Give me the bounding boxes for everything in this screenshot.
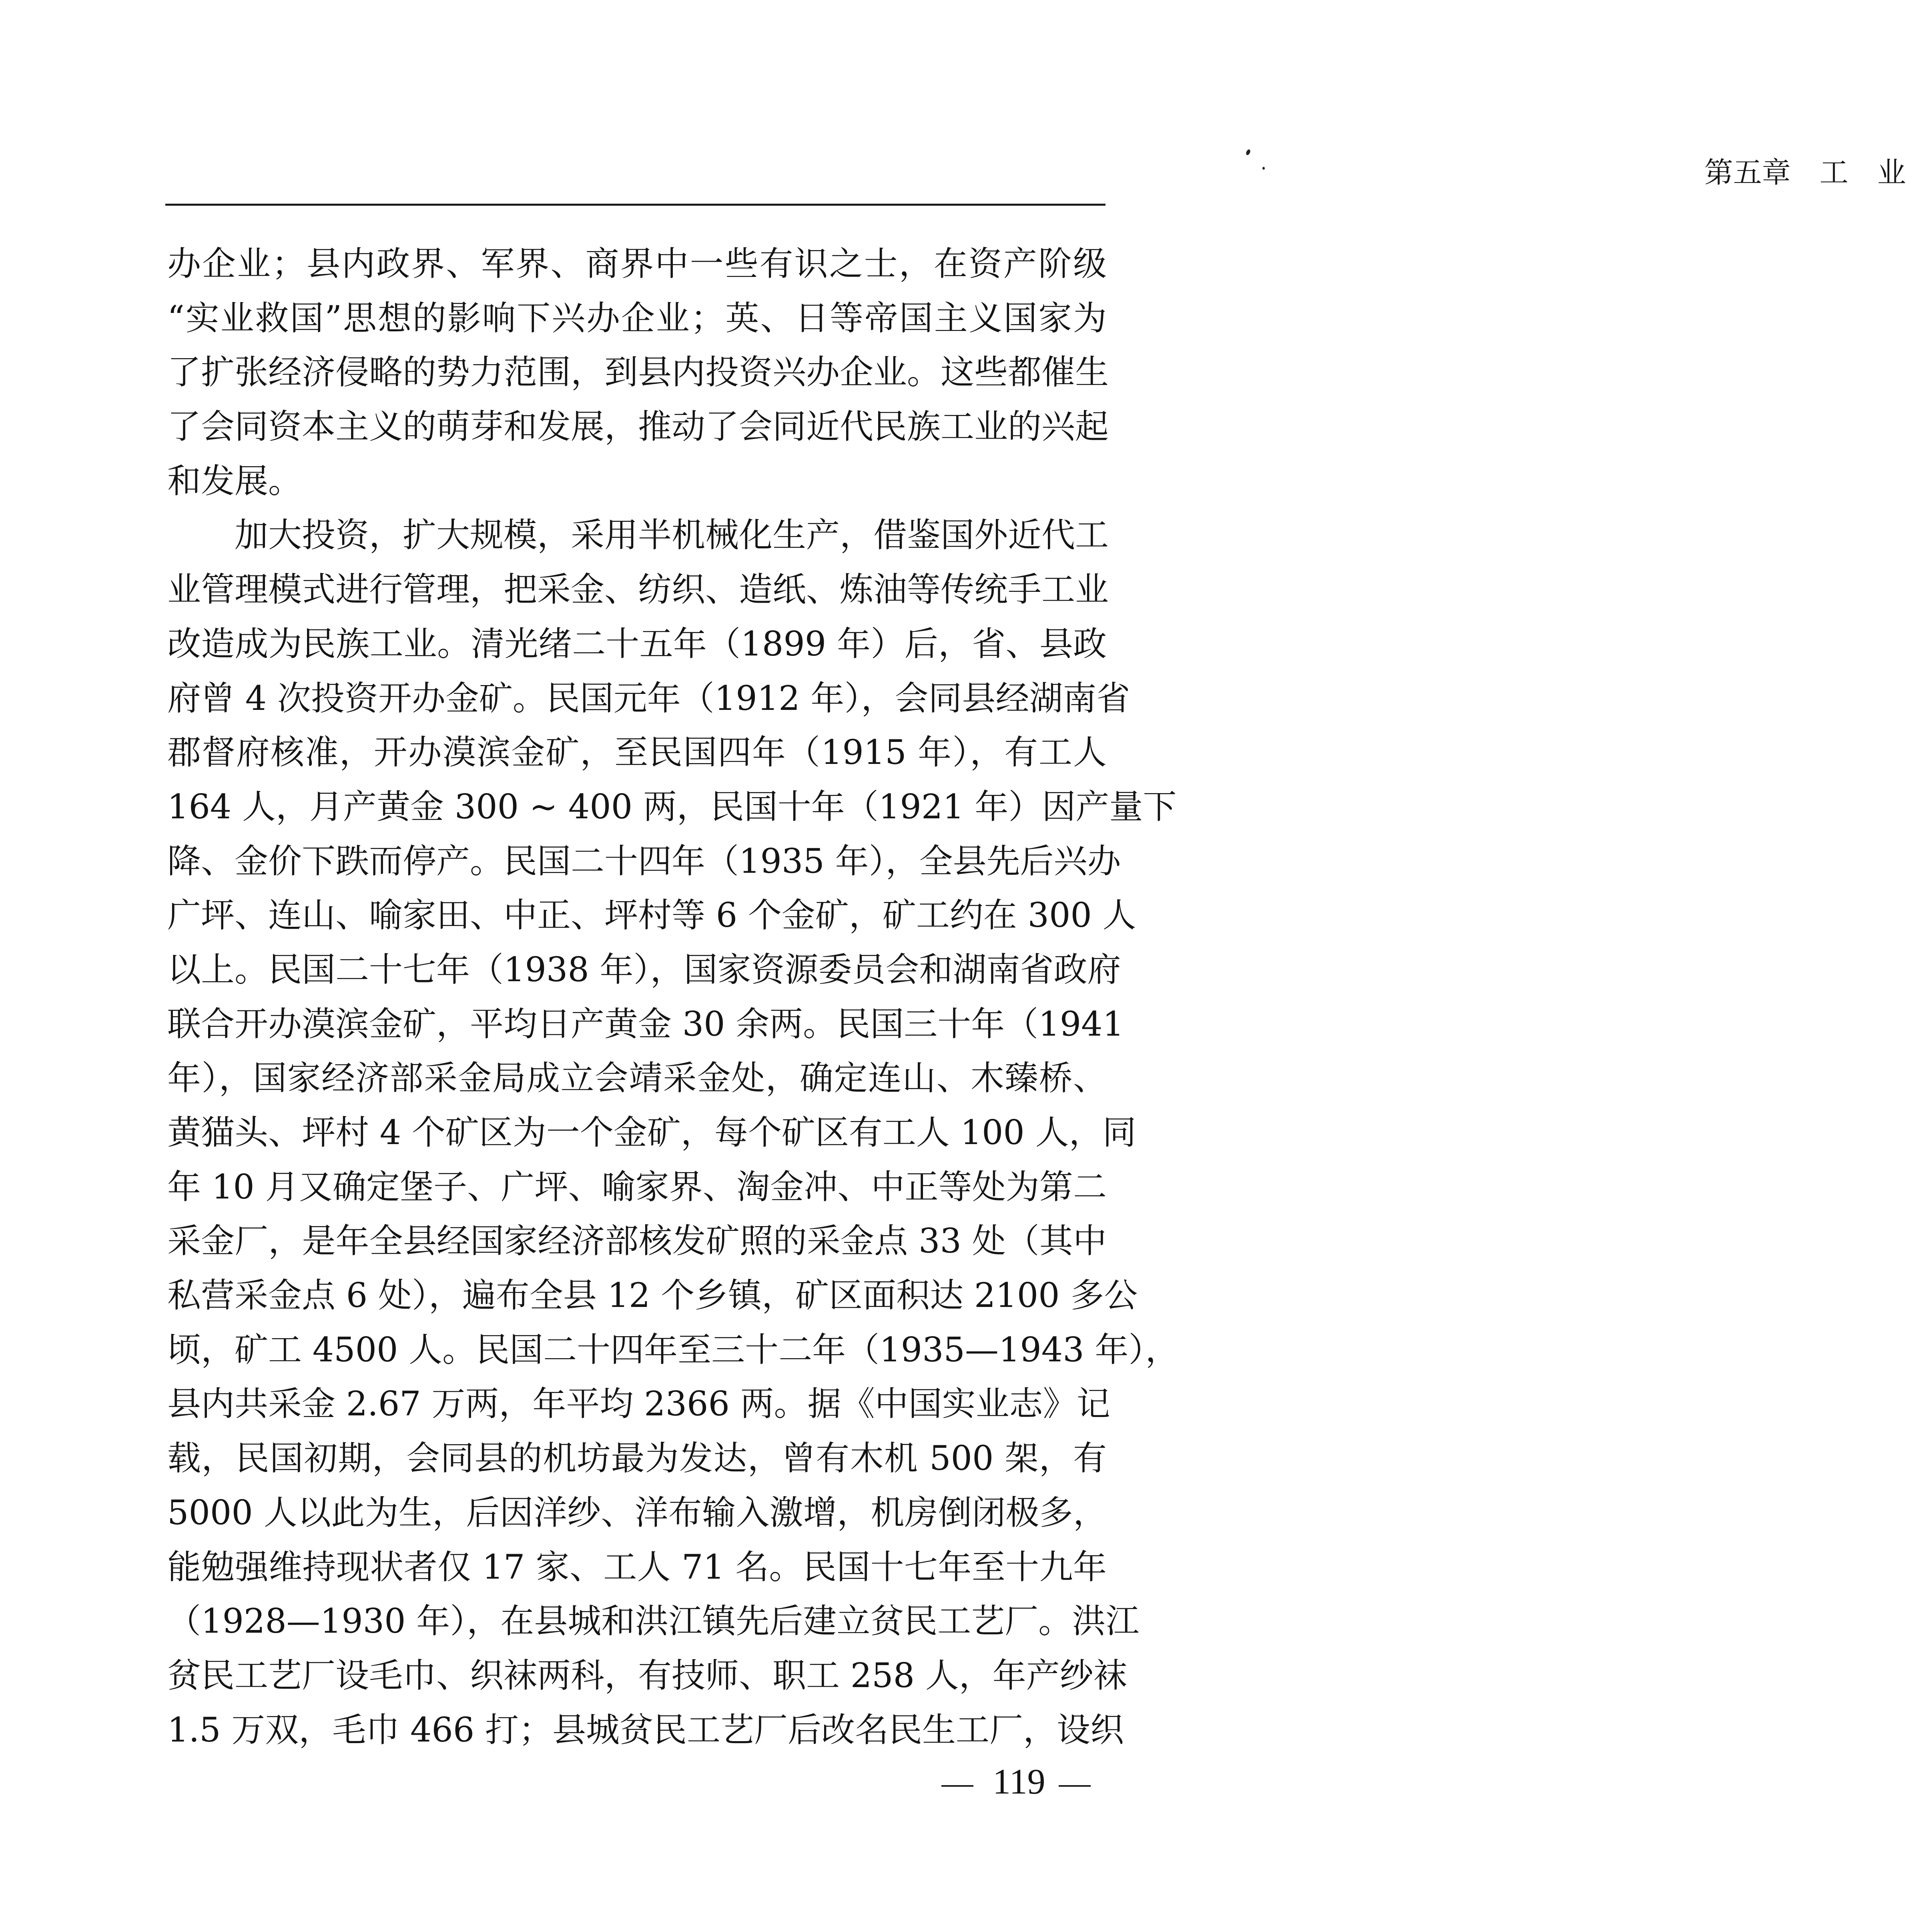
text-line: 郡督府核准，开办漠滨金矿，至民国四年（1915 年），有工人: [167, 733, 1107, 772]
text-line: 黄猫头、坪村 4 个矿区为一个金矿，每个矿区有工人 100 人，同: [167, 1113, 1136, 1152]
text-line: 采金厂，是年全县经国家经济部核发矿照的采金点 33 处（其中: [167, 1221, 1107, 1261]
text-line: 能勉强维持现状者仅 17 家、工人 71 名。民国十七年至十九年: [167, 1547, 1107, 1587]
text-line: 改造成为民族工业。清光绪二十五年（1899 年）后，省、县政: [167, 624, 1107, 663]
text-line: 私营采金点 6 处），遍布全县 12 个乡镇，矿区面积达 2100 多公: [167, 1276, 1138, 1315]
scan-speck: [1262, 167, 1265, 170]
text-line: 府曾 4 次投资开办金矿。民国元年（1912 年），会同县经湖南省: [167, 678, 1130, 718]
page-number-value: 119: [993, 1762, 1045, 1802]
text-line: 164 人，月产黄金 300 ~ 400 两，民国十年（1921 年）因产量下: [167, 787, 1177, 826]
body-text: [167, 237, 1179, 1757]
running-head-text: 第五章 工 业: [1704, 156, 1906, 189]
text-line: 5000 人以此为生，后因洋纱、洋布输入激增，机房倒闭极多，: [167, 1493, 1107, 1532]
text-line: 了会同资本主义的萌芽和发展，推动了会同近代民族工业的兴起: [167, 407, 1109, 447]
text-line: 1.5 万双，毛巾 466 打；县城贫民工艺厂后改名民生工厂，设织: [167, 1710, 1124, 1750]
text-line: 县内共采金 2.67 万两，年平均 2366 两。据《中国实业志》记: [167, 1384, 1110, 1424]
text-line: 办企业；县内政界、军界、商界中一些有识之士，在资产阶级: [167, 244, 1107, 283]
text-line: （1928—1930 年），在县城和洪江镇先后建立贫民工艺厂。洪江: [167, 1601, 1140, 1641]
page-number: [937, 1760, 1097, 1804]
text-line: 联合开办漠滨金矿，平均日产黄金 30 余两。民国三十年（1941: [167, 1004, 1124, 1044]
text-line: 降、金价下跌而停产。民国二十四年（1935 年），全县先后兴办: [167, 841, 1121, 881]
text-line: 和发展。: [167, 461, 302, 501]
text-line: 了扩张经济侵略的势力范围，到县内投资兴办企业。这些都催生: [167, 353, 1109, 392]
page-number-left-dash: [941, 1785, 973, 1787]
text-line: 加大投资，扩大规模，采用半机械化生产，借鉴国外近代工: [235, 515, 1109, 555]
paragraph-2: [167, 508, 1179, 1757]
paragraph-1: [167, 237, 1107, 508]
text-line: 贫民工艺厂设毛巾、织袜两科，有技师、职工 258 人，年产纱袜: [167, 1655, 1127, 1695]
header-rule: [165, 204, 1105, 206]
text-line: 业管理模式进行管理，把采金、纺织、造纸、炼油等传统手工业: [167, 570, 1109, 609]
text-line: 载，民国初期，会同县的机坊最为发达，曾有木机 500 架，有: [167, 1439, 1107, 1478]
text-line: 以上。民国二十七年（1938 年），国家资源委员会和湖南省政府: [167, 950, 1121, 989]
page-number-right-dash: [1059, 1785, 1091, 1787]
running-head: [801, 154, 1906, 190]
text-line: 年 10 月又确定堡子、广坪、喻家界、淘金冲、中正等处为第二: [167, 1167, 1107, 1206]
text-line: 年），国家经济部采金局成立会靖采金处，确定连山、木臻桥、: [167, 1058, 1107, 1098]
text-line: 广坪、连山、喻家田、中正、坪村等 6 个金矿，矿工约在 300 人: [167, 896, 1136, 935]
text-line: 顷，矿工 4500 人。民国二十四年至三十二年（1935—1943 年），: [167, 1330, 1179, 1369]
text-line: “实业救国”思想的影响下兴办企业；英、日等帝国主义国家为: [167, 298, 1107, 338]
